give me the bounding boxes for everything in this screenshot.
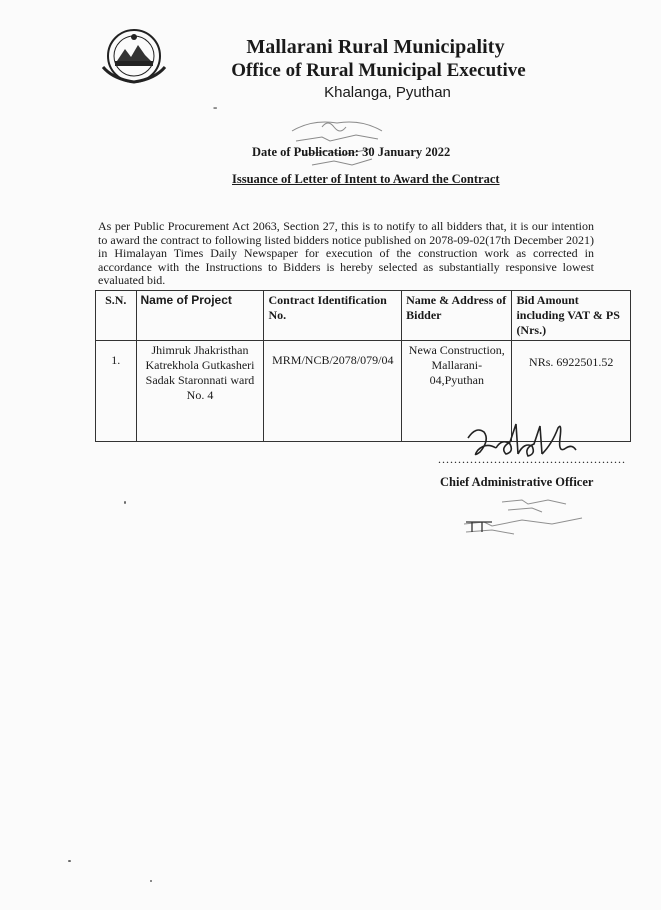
office-location: Khalanga, Pyuthan bbox=[324, 84, 451, 101]
scan-speck bbox=[68, 860, 71, 862]
office-stamp bbox=[282, 111, 394, 173]
table-header-row bbox=[96, 291, 631, 341]
publication-date bbox=[252, 145, 450, 160]
scan-speck bbox=[124, 501, 126, 504]
notice-body: As per Public Procurement Act 2063, Section 27, this is to notify to all bidders that, it is our intention to award the contract to following listed bidders notice published on 2078-09-02(17th December 2021) in Himalayan Times Daily Newspaper for execution of the construction work as corrected in accordance with the Instructions to Bidders is hereby selected as substantially responsive lowest evaluated bid. bbox=[98, 219, 594, 288]
header-contract-id: Contract Identification No. bbox=[264, 291, 402, 341]
scan-speck bbox=[150, 880, 152, 882]
office-name: Office of Rural Municipal Executive bbox=[231, 60, 526, 81]
publication-date-label: Date of Publication: bbox=[252, 145, 359, 159]
cell-sn: 1. bbox=[96, 341, 137, 442]
header-amount: Bid Amount including VAT & PS (Nrs.) bbox=[512, 291, 631, 341]
cell-project: Jhimruk Jhakristhan Katrekhola Gutkasheri Sadak Staronnati ward No. 4 bbox=[136, 341, 264, 442]
publication-date-value: 30 January 2022 bbox=[362, 145, 451, 159]
org-name: Mallarani Rural Municipality bbox=[246, 36, 505, 58]
letter-subject: Issuance of Letter of Intent to Award the Contract bbox=[232, 172, 500, 186]
dash-mark: - bbox=[213, 99, 218, 114]
signer-title: Chief Administrative Officer bbox=[440, 475, 594, 489]
header-project: Name of Project bbox=[136, 291, 264, 341]
cell-contract-id: MRM/NCB/2078/079/04 bbox=[264, 341, 402, 442]
signature-line: ............................................... bbox=[438, 452, 626, 466]
officer-stamp bbox=[462, 492, 602, 540]
cell-bidder: Newa Construction, Mallarani-04,Pyuthan bbox=[402, 341, 512, 442]
header-bidder: Name & Address of Bidder bbox=[402, 291, 512, 341]
header-sn: S.N. bbox=[96, 291, 137, 341]
cell-amount: NRs. 6922501.52 bbox=[512, 341, 631, 442]
